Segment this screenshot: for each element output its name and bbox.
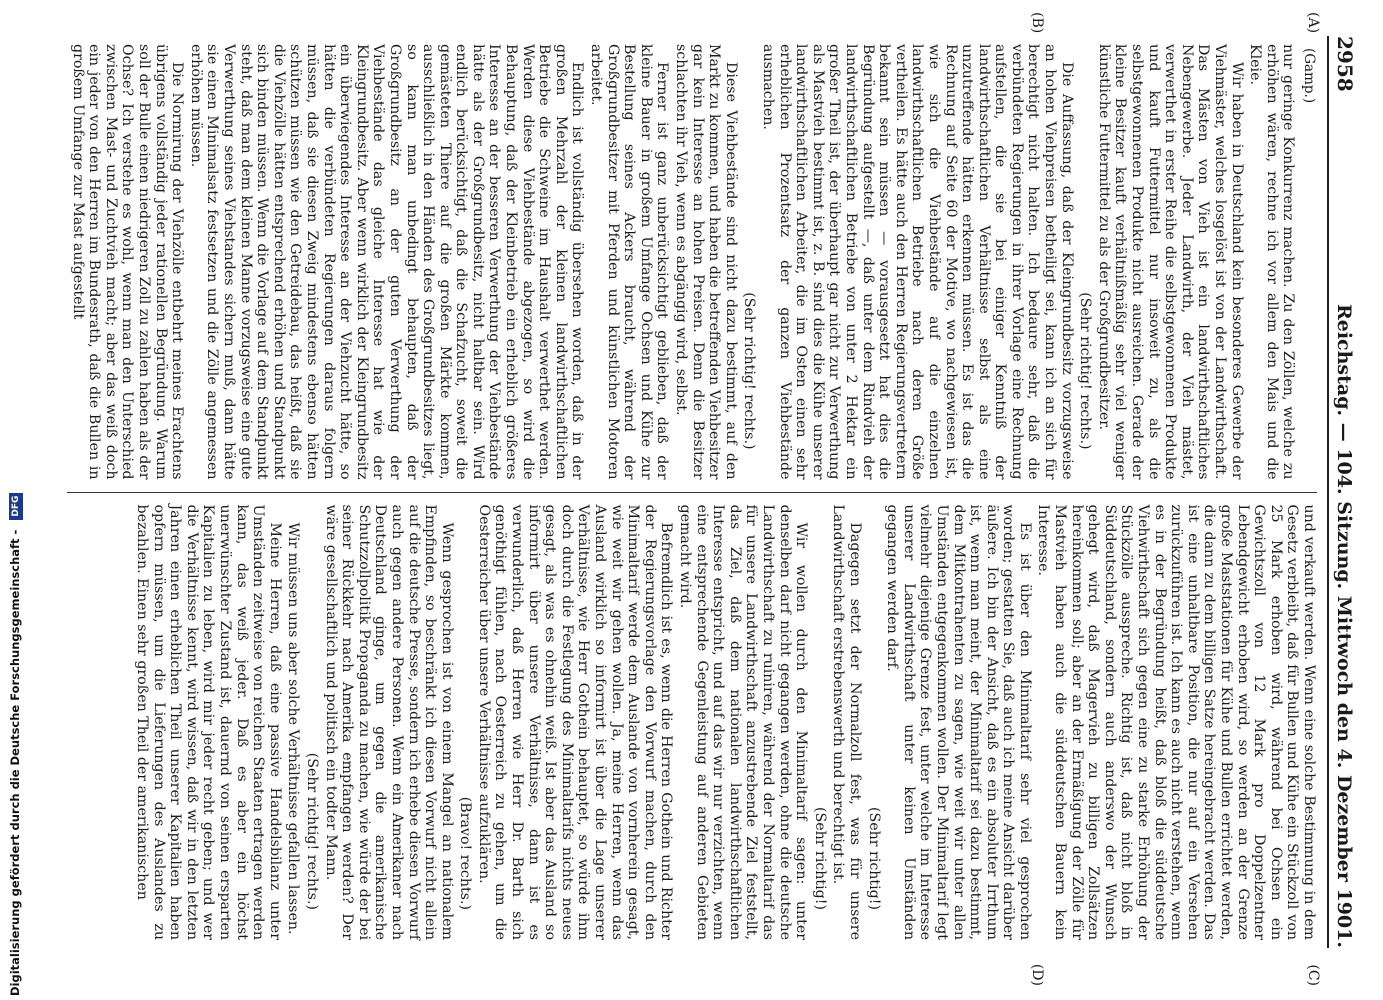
margin-marker-d: (D) [1029,963,1045,986]
text-columns [67,36,1317,948]
paragraph: nur geringe Konkurrenz machen. Zu den Zöllen, welche zu erhöhen wären, rechne ich vor allem den Mais und die Kleie. [1247,44,1297,480]
left-column [67,36,1317,488]
paragraph: Wir wollen durch den Minimaltarif sagen: unter denselben darf nicht gegangen werden, ohne die deutsche Landwirthschaft zu ruiniren, während der Normaltarif das für unsere Landwirthschaft anzustrebende Ziel feststellt, das Ziel, daß dem nationalen landwirthschaftlichen Interesse entspricht, und auf das wir nur verzichten, wenn eine entsprechende Gegenleistung auf anderen Gebieten gemacht wird. [677,504,810,940]
interjection: (Sehr richtig!) [811,806,828,910]
interjection: (Sehr richtig! rechts.) [741,292,758,450]
paragraph: Die Normirung der Viehzölle entbehrt meines Erachtens übrigens vollständig jeder rationellen Begründung. Warum soll der Bulle einen niedrigeren Zoll zu zahlen haben als der Ochse? Ich verstehe es wohl, wenn man den Unterschied zwischen Mast- und Zuchtvieh macht; aber das weiß doch ein jeder von den Herren im Bundesrath, daß die Bullen in großem Umfange zur Mast aufgestellt [69,44,186,480]
dfg-logo: DFG [9,493,23,520]
paragraph: Dagegen setzt der Normalzoll fest, was für unsere Landwirthschaft erstrebenswerth und berechtigt ist. [830,504,863,940]
interjection: (Sehr richtig! rechts.) [303,752,320,910]
paragraph: Ferner ist ganz unberücksichtigt geblieben, daß der kleine Bauer in großem Umfange Ochsen und Kühe zur Bestellung seines Ackers braucht, während der Großgrundbesitzer mit Pferden und künstlichen Motoren arbeitet. [588,44,671,480]
right-column [67,497,1317,949]
paragraph: Wenn gesprochen ist von einem Mangel an nationalem Empfinden, so beschränkt ich diesen Vorwurf nicht allein auf die deutsche Presse, sondern ich erhebe diesen Vorwurf auch gegen andere Personen. Wenn ein Amerikaner nach Deutschland ginge, um gegen die amerikanische Schutzzollpolitik Propaganda zu machen, wie würde der bei seiner Rückkehr nach Amerika empfangen werden? Der wäre gesellschaftlich und politisch ein todter Mann. [322,504,455,940]
margin-marker-a: (A) [1305,12,1321,34]
credit-text: Digitalisierung gefördert durch die Deutsche Forschungsgemeinschaft - [8,529,22,996]
page-number: 2958 [1333,36,1357,92]
paragraph: Wir müssen uns aber solche Verhältnisse gefallen lassen. [285,522,302,935]
column-divider [67,492,1317,493]
session-title: Reichstag. — 104. Sitzung. Mittwoch den 4. Dezember 1901. [1333,303,1355,948]
interjection: (Sehr richtig!) [865,806,882,910]
page-header [1327,36,1357,948]
speaker-name: (Gamp.) [1301,48,1317,104]
paragraph: Befremdlich ist es, wenn die Herren Gothein und Richter der Regierungsvorlage den Vorwurf machen, durch den Minimaltarif werde dem Auslande von vornherein gesagt, wie weit wir gehen wollen. Ja, meine Herren, wenn das Ausland wirklich so informirt ist über die Lage unserer Verhältnisse, wie Herr Gothein behauptet, so würde ihm doch durch die Festlegung des Minimaltarifs nichts neues gesagt, als was es ohnehin weiß. Ist aber das Ausland so informirt über unsere Verhältnisse, dann ist es verwunderlich, daß Herren wie Herr Dr. Barth sich genöthigt fühlen, nach Oesterreich zu gehen, um die Oesterreicher über unsere Verhältnisse aufzuklären. [475,504,675,940]
paragraph: Wir haben in Deutschland kein besonderes Gewerbe der Viehmäster, welches losgelöst ist von der Landwirthschaft. Das Mästen von Vieh ist ein landwirthschaftliches Nebengewerbe. Jeder Landwirth, der Vieh mästet, verwerthet in erster Reihe die selbstgewonnenen Produkte und kauft Futtermittel nur insoweit zu, als die selbstgewonnenen Produkte nicht ausreichen. Gerade der kleine Besitzer kauft verhältnißmäßig sehr viel weniger künstliche Futtermittel zu als der Großgrundbesitzer. [1095,44,1245,480]
paragraph: Die Auffassung, daß der Kleingrundbesitz vorzugsweise an hohen Viehpreisen betheiligt sei, kann ich an sich für berechtigt nicht halten. Ich bedaure sehr, daß die verbündeten Regierungen in ihrer Vorlage eine Rechnung aufstellen, die sie bei einiger Kenntniß der landwirthschaftlichen Verhältnisse selbst als eine unzutreffende hätten erkennen müssen. Es ist das die Rechnung auf Seite 60 der Motive, wo nachgewiesen ist, wie sich die Viehbestände auf die einzelnen landwirthschaftlichen Betriebe nach deren Größe vertheilen. Es hätte auch den Herren Regierungsvertretern bekannt sein müssen — vorausgesetzt hat dies die Begründung aufgestellt —, daß unter dem Rindvieh der landwirthschaftlichen Betriebe von unter 2 Hektar ein großer Theil ist, der überhaupt gar nicht zur Verwerthung als Mastvieh bestimmt ist, z. B. sind dies die Kühe unserer landwirthschaftlichen Arbeiter, die im Osten einen sehr erheblichen Prozentsatz der ganzen Viehbestände ausmachen. [760,44,1075,480]
paragraph: Meine Herren, daß eine passive Handelsbilanz unter Umständen zeitweise von reichen Staaten ertragen werden kann, das weiß jeder. Daß es aber ein höchst unerwünschter Zustand ist, dauernd von seinen ersparten Kapitalien zu leben, wird mir jeder recht geben; und wer die Verhältnisse kennt, wird wissen, daß wir in den letzten Jahren einen erheblichen Theil unserer Kapitalien haben opfern müssen, um die Lieferungen des Auslandes zu bezahlen. Einen sehr großen Theil der amerikanischen [134,504,283,940]
paragraph: Es ist über den Minimaltarif sehr viel gesprochen worden; gestatten Sie, daß auch ich meine Ansicht darüber äußere. Ich bin der Ansicht, daß es ein absoluter Irrthum ist, wenn man meint, der Minimaltarif sei dazu bestimmt, dem Mitkontrahenten zu sagen, wie weit wir unter allen Umständen entgegenkommen wollen. Der Minimaltarif legt vielmehr diejenige Grenze fest, unter welche im Interesse unserer Landwirthschaft unter keinen Umständen gegangen werden darf. [884,504,1033,940]
paragraph: Endlich ist vollständig übersehen worden, daß in der großen Mehrzahl der kleinen landwirthschaftlichen Betriebe die Schweine im Haushalt verwerthet werden. Werden diese Viehbestände abgezogen, so wird die Behauptung, daß der Kleinbetrieb ein erheblich größeres Interesse an der besseren Verwerthung der Viehbestände hätte als der Großgrundbesitz, nicht haltbar sein. Wird endlich berücksichtigt, daß die Schafzucht, soweit die gemästeten Thiere auf die großen Märkte kommen, ausschließlich in den Händen des Großgrundbesitzes liegt, so kann man unbedingt behaupten, daß der Großgrundbesitz an der guten Verwerthung der Viehbestände das gleiche Interesse hat wie der Kleingrundbesitz. Aber wenn wirklich der Kleingrundbesitz ein überwiegendes Interesse an der Viehzucht hätte, so hätten die verbündeten Regierungen daraus folgern müssen, daß sie diesen Zweig mindestens ebenso hätten schützen müssen wie den Getreidebau, das heißt, daß sie die Viehzölle hätten entsprechend erhöhen und Standpunkt sich binden müssen. Wenn die Vorlage auf dem Standpunkt steht, daß man dem kleinen Manne vorzugsweise eine gute Verwerthung seines Viehstandes sichern muß, dann hätte sie einen Minimalsatz festsetzen und die Zölle angemessen erhöhen müssen. [187,44,586,480]
margin-marker-c: (C) [1305,964,1321,986]
paragraph: und verkauft werden. Wenn eine solche Bestimmung in dem Gesetz verbleibt, daß für Bullen und Kühe ein Stückzoll von 25 Mark erhoben wird, während bei Ochsen ein Gewichtszoll von 12 Mark pro Doppelzentner Lebendgewicht erhoben wird, so werden an der Grenze große Maststationen für Kühe und Bullen errichtet werden, die dann zu dem billigen Satze hereingebracht werden. Das ist eine unhaltbare Position, die nur auf ein Versehen zurückzuführen ist. Ich kann es auch nicht verstehen, wenn es in der Begründung heißt, daß bloß die süddeutsche Viehwirthschaft sich gegen eine zu starke Erhöhung der Stückzölle ausspreche. Richtig ist, daß nicht bloß in Süddeutschland, sondern auch anderswo der Wunsch gehegt wird, daß Magervieh zu billigen Zollsätzen hereinkommen soll; aber an der Ermäßigung der Zölle für Mastvieh haben auch die süddeutschen Bauern kein Interesse. [1035,504,1317,940]
margin-marker-b: (B) [1029,12,1045,34]
interjection: (Bravo! rechts.) [457,796,474,910]
interjection: (Sehr richtig! rechts.) [1077,292,1094,450]
paragraph: Diese Viehbestände sind nicht dazu bestimmt, auf den Markt zu kommen, und haben die betreffenden Viehbesitzer gar kein Interesse an hohen Preisen. Denn die Besitzer schlachten ihr Vieh, wenn es abgängig wird, selbst. [673,44,739,480]
